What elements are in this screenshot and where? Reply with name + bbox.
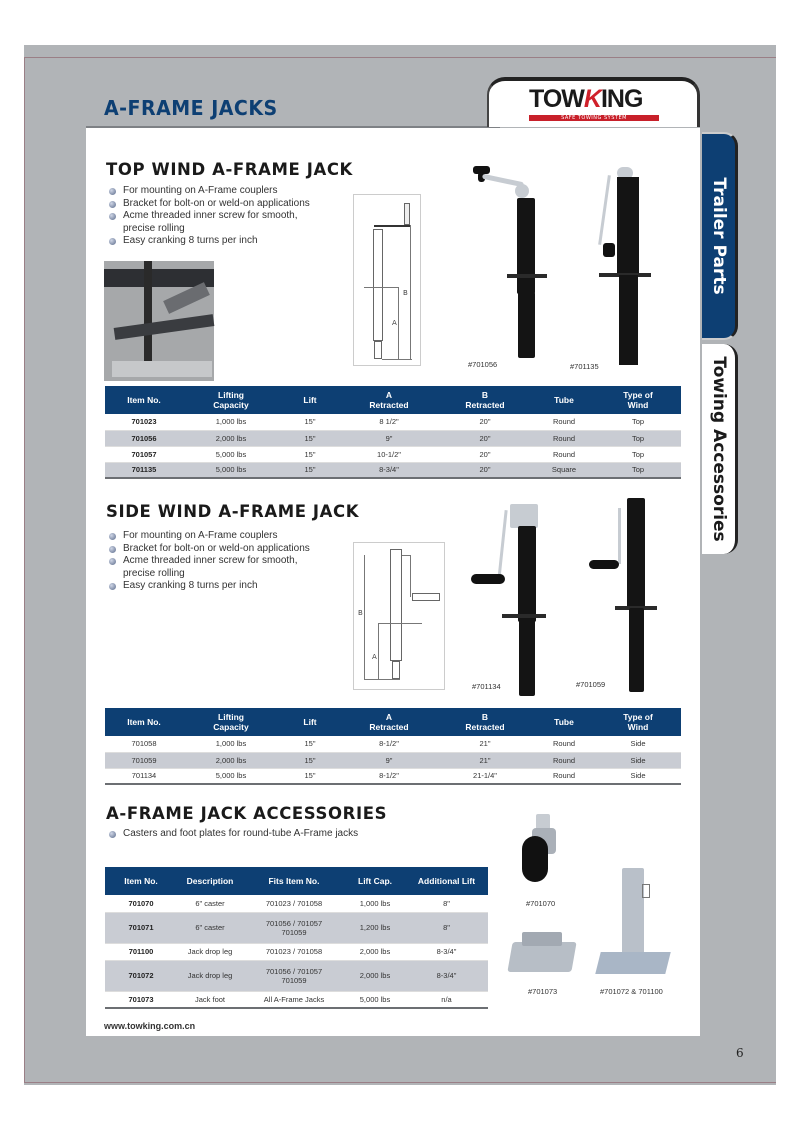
side-wind-spec-table [105,708,681,785]
product-photo-701073 [508,928,578,978]
table-cell: 15" [279,430,341,446]
table-cell: Round [533,752,595,768]
top-wind-spec-table [105,386,681,479]
product-caption: #701070 [526,899,556,908]
table-cell: 15" [279,768,341,784]
column-header: B Retracted [437,386,533,414]
column-header: A Retracted [341,708,437,736]
feature-item: Acme threaded inner screw for smooth, precise rolling [108,555,310,580]
product-caption: #701073 [528,987,558,996]
tab-towing-accessories[interactable]: Towing Accessories [702,344,738,554]
table-cell: n/a [405,991,488,1008]
column-header: Lifting Capacity [183,386,279,414]
table-cell: 701056 [105,430,183,446]
table-cell: 1,000 lbs [183,736,279,752]
table-cell: 8-3/4" [341,462,437,478]
feature-item: Acme threaded inner screw for smooth, precise rolling [108,210,310,235]
table-header-row [105,386,681,414]
table-cell: Side [595,736,681,752]
table-cell: 701059 [105,752,183,768]
table-cell: 2,000 lbs [345,960,405,991]
page-trim-line [24,57,776,58]
table-cell: Top [595,462,681,478]
top-wind-dimension-diagram: B A [353,194,421,366]
table-cell: 1,200 lbs [345,912,405,943]
table-row [105,991,488,1008]
table-cell: 701073 [105,991,177,1008]
column-header: Lift [279,386,341,414]
table-cell: 701023 / 701058 [243,943,345,960]
table-cell: 701134 [105,768,183,784]
table-cell: 6" caster [177,895,243,912]
table-cell: 9" [341,430,437,446]
table-cell: 701056 / 701057 701059 [243,912,345,943]
side-wind-dimension-diagram: B A [353,542,445,690]
column-header: Type of Wind [595,386,681,414]
product-photo-701134 [468,496,558,696]
product-caption: #701056 [468,360,498,369]
table-cell: Jack drop leg [177,960,243,991]
table-cell: 2,000 lbs [345,943,405,960]
table-header-row [105,708,681,736]
table-cell: 5,000 lbs [345,991,405,1008]
table-cell: 21" [437,752,533,768]
table-cell: 8-3/4" [405,943,488,960]
table-cell: Round [533,446,595,462]
product-photo-701059 [585,494,675,698]
feature-list-accessories [108,828,358,841]
feature-item: For mounting on A-Frame couplers [108,530,310,543]
table-row [105,752,681,768]
section-title-side-wind: SIDE WIND A-FRAME JACK [106,502,360,521]
page-trim-line [24,1082,776,1083]
product-photo-701072-701100 [598,868,670,980]
table-cell: 2,000 lbs [183,752,279,768]
feature-list-side-wind [108,530,310,593]
feature-item: Easy cranking 8 turns per inch [108,235,310,248]
column-header: Lift Cap. [345,867,405,895]
brand-tagline: SAFE TOWING SYSTEM [529,115,659,121]
table-cell: 21-1/4" [437,768,533,784]
column-header: Lifting Capacity [183,708,279,736]
table-cell: All A-Frame Jacks [243,991,345,1008]
table-cell: 5,000 lbs [183,446,279,462]
table-cell: Top [595,430,681,446]
table-cell: 20" [437,414,533,430]
table-cell: 21" [437,736,533,752]
column-header: Description [177,867,243,895]
table-cell: Round [533,768,595,784]
table-cell: Round [533,736,595,752]
table-cell: 10-1/2" [341,446,437,462]
table-cell: Jack drop leg [177,943,243,960]
table-row [105,912,488,943]
page-trim-line [24,57,25,1083]
table-cell: 15" [279,414,341,430]
table-cell: Top [595,446,681,462]
feature-list-top-wind [108,185,310,248]
table-cell: 9" [341,752,437,768]
feature-item: Easy cranking 8 turns per inch [108,580,310,593]
table-cell: 701135 [105,462,183,478]
table-cell: 8 1/2" [341,414,437,430]
table-cell: 1,000 lbs [183,414,279,430]
column-header: B Retracted [437,708,533,736]
table-cell: 1,000 lbs [345,895,405,912]
table-cell: 8" [405,912,488,943]
table-row [105,736,681,752]
brand-logo: TOWKING [529,85,643,113]
product-caption: #701072 & 701100 [600,987,663,996]
table-cell: Square [533,462,595,478]
table-cell: 2,000 lbs [183,430,279,446]
product-caption: #701059 [576,680,606,689]
column-header: Item No. [105,708,183,736]
accessories-spec-table [105,867,488,1009]
table-row [105,960,488,991]
table-cell: Jack foot [177,991,243,1008]
feature-item: Bracket for bolt-on or weld-on applications [108,543,310,556]
section-title-accessories: A-FRAME JACK ACCESSORIES [106,804,388,823]
feature-item: For mounting on A-Frame couplers [108,185,310,198]
feature-item: Bracket for bolt-on or weld-on applications [108,198,310,211]
table-cell: Round [533,414,595,430]
table-cell: 8-3/4" [405,960,488,991]
table-cell: 701100 [105,943,177,960]
section-title-top-wind: TOP WIND A-FRAME JACK [106,160,353,179]
column-header: Lift [279,708,341,736]
column-header: Tube [533,386,595,414]
table-row [105,446,681,462]
website-link[interactable]: www.towking.com.cn [104,1021,196,1031]
table-cell: 20" [437,446,533,462]
table-row [105,895,488,912]
tab-trailer-parts[interactable]: Trailer Parts [702,132,738,340]
column-header: Additional Lift [405,867,488,895]
product-caption: #701134 [472,682,501,691]
coupler-photo [104,261,214,381]
product-photo-701070 [518,814,568,884]
column-header: Fits Item No. [243,867,345,895]
table-cell: Side [595,752,681,768]
table-cell: 701072 [105,960,177,991]
brand-logo-tab [487,77,700,127]
table-cell: 701070 [105,895,177,912]
table-row [105,462,681,478]
table-cell: 15" [279,736,341,752]
table-cell: 701023 / 701058 [243,895,345,912]
table-cell: 5,000 lbs [183,462,279,478]
table-cell: 8-1/2" [341,736,437,752]
column-header: Item No. [105,867,177,895]
product-photo-701056 [470,162,560,367]
table-cell: Side [595,768,681,784]
table-row [105,430,681,446]
table-cell: 701023 [105,414,183,430]
feature-item: Casters and foot plates for round-tube A-Frame jacks [108,828,358,841]
product-caption: #701135 [570,362,599,371]
table-cell: 701056 / 701057 701059 [243,960,345,991]
table-header-row [105,867,488,895]
table-cell: 15" [279,752,341,768]
table-row [105,943,488,960]
table-cell: 701058 [105,736,183,752]
column-header: Item No. [105,386,183,414]
table-cell: 5,000 lbs [183,768,279,784]
table-cell: Round [533,430,595,446]
table-row [105,768,681,784]
table-cell: 8" [405,895,488,912]
table-cell: 701071 [105,912,177,943]
column-header: A Retracted [341,386,437,414]
column-header: Tube [533,708,595,736]
table-cell: 20" [437,462,533,478]
table-cell: 8-1/2" [341,768,437,784]
table-cell: 15" [279,462,341,478]
table-cell: Top [595,414,681,430]
column-header: Type of Wind [595,708,681,736]
table-row [105,414,681,430]
product-photo-701135 [595,165,675,370]
table-cell: 20" [437,430,533,446]
page-title: A-FRAME JACKS [104,96,278,120]
table-cell: 701057 [105,446,183,462]
table-cell: 15" [279,446,341,462]
table-cell: 6" caster [177,912,243,943]
page-number: 6 [736,1046,744,1060]
